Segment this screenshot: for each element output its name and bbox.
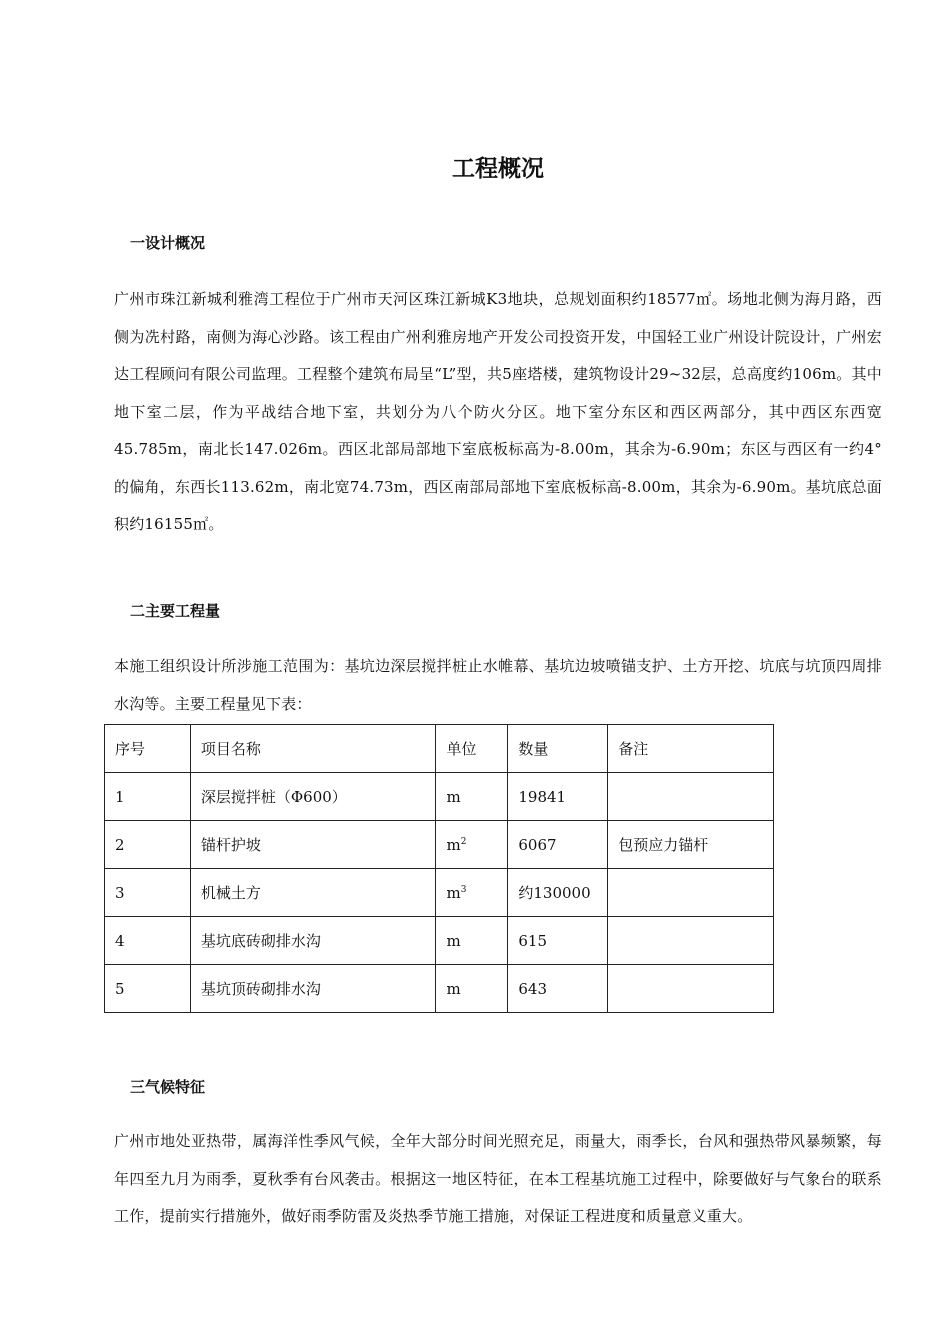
cell-unit	[436, 821, 508, 869]
unit-superscript: 2	[460, 836, 467, 847]
header-note: 备注	[608, 725, 774, 773]
unit-text: m	[446, 979, 461, 998]
table-header-row	[105, 725, 774, 773]
unit-text: m	[446, 931, 461, 950]
cell-quantity: 6067	[508, 821, 608, 869]
unit-text: m	[446, 787, 461, 806]
header-no: 序号	[105, 725, 191, 773]
cell-note: 包预应力锚杆	[608, 821, 774, 869]
header-quantity: 数量	[508, 725, 608, 773]
cell-quantity: 643	[508, 965, 608, 1013]
page-title: 工程概况	[452, 156, 544, 182]
section-heading-design: 一设计概况	[130, 234, 206, 252]
cell-item-name: 锚杆护坡	[190, 821, 436, 869]
cell-no: 5	[105, 965, 191, 1013]
climate-paragraph: 广州市地处亚热带，属海洋性季风气候，全年大部分时间光照充足，雨量大，雨季长，台风和强热带风暴频繁，每年四至九月为雨季，夏秋季有台风袭击。根据这一地区特征，在本工程基坑施工过程中，除要做好与气象台的联系工作，提前实行措施外，做好雨季防雷及炎热季节施工措施，对保证工程进度和质量意义重大。	[114, 1132, 882, 1225]
cell-unit	[436, 965, 508, 1013]
cell-quantity: 19841	[508, 773, 608, 821]
cell-unit	[436, 773, 508, 821]
cell-no: 4	[105, 917, 191, 965]
table-row	[105, 917, 774, 965]
cell-item-name: 机械土方	[190, 869, 436, 917]
cell-note	[608, 773, 774, 821]
table-row	[105, 773, 774, 821]
cell-no: 2	[105, 821, 191, 869]
cell-quantity: 615	[508, 917, 608, 965]
table-row	[105, 821, 774, 869]
cell-unit	[436, 869, 508, 917]
header-item-name: 项目名称	[190, 725, 436, 773]
cell-note	[608, 917, 774, 965]
cell-quantity: 约130000	[508, 869, 608, 917]
unit-text: m	[446, 883, 461, 902]
section-heading-quantities: 二主要工程量	[130, 602, 221, 620]
table-row	[105, 965, 774, 1013]
cell-unit	[436, 917, 508, 965]
cell-no: 3	[105, 869, 191, 917]
quantities-table	[104, 724, 774, 1013]
unit-text: m	[446, 835, 461, 854]
cell-item-name: 基坑顶砖砌排水沟	[190, 965, 436, 1013]
cell-item-name: 深层搅拌桩（Φ600）	[190, 773, 436, 821]
header-unit: 单位	[436, 725, 508, 773]
cell-note	[608, 965, 774, 1013]
quantities-intro-paragraph: 本施工组织设计所涉施工范围为：基坑边深层搅拌桩止水帷幕、基坑边坡喷锚支护、土方开挖、坑底与坑顶四周排水沟等。主要工程量见下表：	[114, 657, 882, 713]
design-overview-paragraph: 广州市珠江新城利雅湾工程位于广州市天河区珠江新城K3地块，总规划面积约18577㎡。场地北侧为海月路，西侧为冼村路，南侧为海心沙路。该工程由广州利雅房地产开发公司投资开发，中国轻工业广州设计院设计，广州宏达工程顾问有限公司监理。工程整个建筑布局呈“L”型，共5座塔楼，建筑物设计29~32层，总高度约106m。其中地下室二层，作为平战结合地下室，共划分为八个防火分区。地下室分东区和西区两部分，其中西区东西宽45.785m，南北长147.026m。西区北部局部地下室底板标高为-8.00m，其余为-6.90m；东区与西区有一约4°的偏角，东西长113.62m，南北宽74.73m，西区南部局部地下室底板标高-8.00m，其余为-6.90m。基坑底总面积约16155㎡。	[114, 290, 882, 533]
cell-no: 1	[105, 773, 191, 821]
table-row	[105, 869, 774, 917]
cell-item-name: 基坑底砖砌排水沟	[190, 917, 436, 965]
cell-note	[608, 869, 774, 917]
section-heading-climate: 三气候特征	[130, 1078, 206, 1096]
unit-superscript: 3	[460, 884, 467, 895]
